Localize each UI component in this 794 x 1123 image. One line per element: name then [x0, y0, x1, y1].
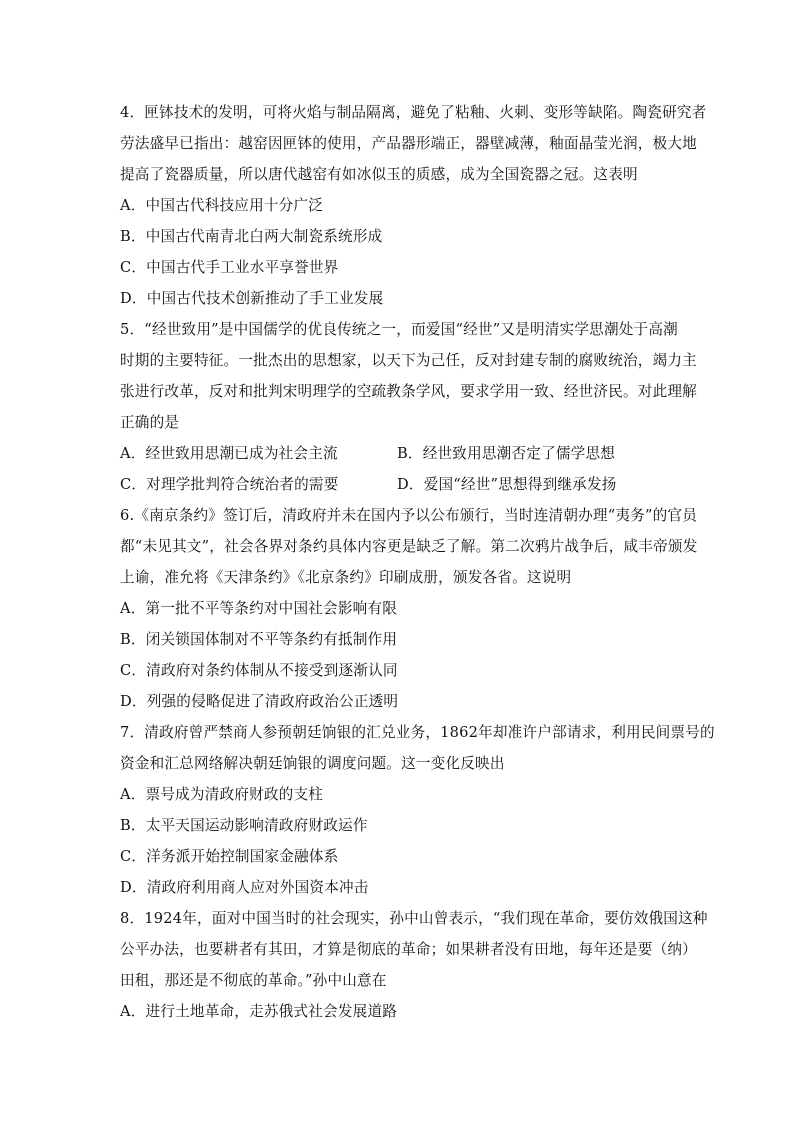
question-6-stem-line-3: 上谕，准允将《天津条约》《北京条约》印刷成册，颁发各省。这说明	[120, 569, 572, 586]
question-5-stem-line-4: 正确的是	[120, 414, 180, 431]
question-4-stem-line-3: 提高了瓷器质量，所以唐代越窑有如冰似玉的质感，成为全国瓷器之冠。这表明	[120, 166, 638, 183]
question-6-stem-line-1: 6.《南京条约》签订后，清政府并未在国内予以公布颁行，当时连清朝办理“夷务”的官员	[120, 507, 698, 524]
question-4-option-c: C．中国古代手工业水平享誉世界	[120, 259, 339, 276]
question-5-stem-line-3: 张进行改革，反对和批判宋明理学的空疏教条学风，要求学用一致、经世济民。对此理解	[120, 383, 697, 400]
question-7-option-d: D．清政府利用商人应对外国资本冲击	[120, 879, 369, 896]
question-8-option-a: A．进行土地革命，走苏俄式社会发展道路	[120, 1003, 398, 1020]
question-5-stem-line-2: 时期的主要特征。一批杰出的思想家，以天下为己任，反对封建专制的腐败统治，竭力主	[120, 352, 697, 369]
question-6-option-d: D．列强的侵略促进了清政府政治公正透明	[120, 693, 399, 710]
question-5-stem-line-1: 5．“经世致用”是中国儒学的优良传统之一，而爱国“经世”又是明清实学思潮处于高潮	[120, 321, 678, 338]
question-5-option-c: C．对理学批判符合统治者的需要	[120, 476, 339, 493]
question-5-option-a: A．经世致用思潮已成为社会主流	[120, 445, 338, 462]
question-8-stem-line-3: 田租，那还是不彻底的革命。”孙中山意在	[120, 972, 387, 989]
question-6-option-b: B．闭关锁国体制对不平等条约有抵制作用	[120, 631, 398, 648]
question-7-stem-line-2: 资金和汇总网络解决朝廷饷银的调度问题。这一变化反映出	[120, 755, 505, 772]
question-7-option-a: A．票号成为清政府财政的支柱	[120, 786, 324, 803]
question-5-option-d: D．爱国“经世”思想得到继承发扬	[397, 476, 617, 493]
question-4-option-b: B．中国古代南青北白两大制瓷系统形成	[120, 228, 383, 245]
question-6-option-a: A．第一批不平等条约对中国社会影响有限	[120, 600, 398, 617]
question-4-stem-line-1: 4．匣钵技术的发明，可将火焰与制品隔离，避免了粘釉、火刺、变形等缺陷。陶瓷研究者	[120, 104, 707, 121]
question-8-stem-line-2: 公平办法，也要耕者有其田，才算是彻底的革命；如果耕者没有田地，每年还是要（纳）	[120, 941, 697, 958]
question-8-stem-line-1: 8．1924年，面对中国当时的社会现实，孙中山曾表示，“我们现在革命，要仿效俄国这种	[120, 910, 708, 927]
question-4-option-a: A．中国古代科技应用十分广泛	[120, 197, 324, 214]
question-6-stem-line-2: 都“未见其文”，社会各界对条约具体内容更是缺乏了解。第二次鸦片战争后，咸丰帝颁发	[120, 538, 698, 555]
question-4-stem-line-2: 劳法盛早已指出：越窑因匣钵的使用，产品器形端正，器壁减薄，釉面晶莹光润，极大地	[120, 135, 697, 152]
question-4-option-d: D．中国古代技术创新推动了手工业发展	[120, 290, 384, 307]
question-7-option-c: C．洋务派开始控制国家金融体系	[120, 848, 339, 865]
question-7-option-b: B．太平天国运动影响清政府财政运作	[120, 817, 368, 834]
question-5-option-b: B．经世致用思潮否定了儒学思想	[397, 445, 616, 462]
question-6-option-c: C．清政府对条约体制从不接受到逐渐认同	[120, 662, 398, 679]
question-7-stem-line-1: 7．清政府曾严禁商人参预朝廷饷银的汇兑业务，1862年却准许户部请求，利用民间票号的	[120, 724, 715, 741]
